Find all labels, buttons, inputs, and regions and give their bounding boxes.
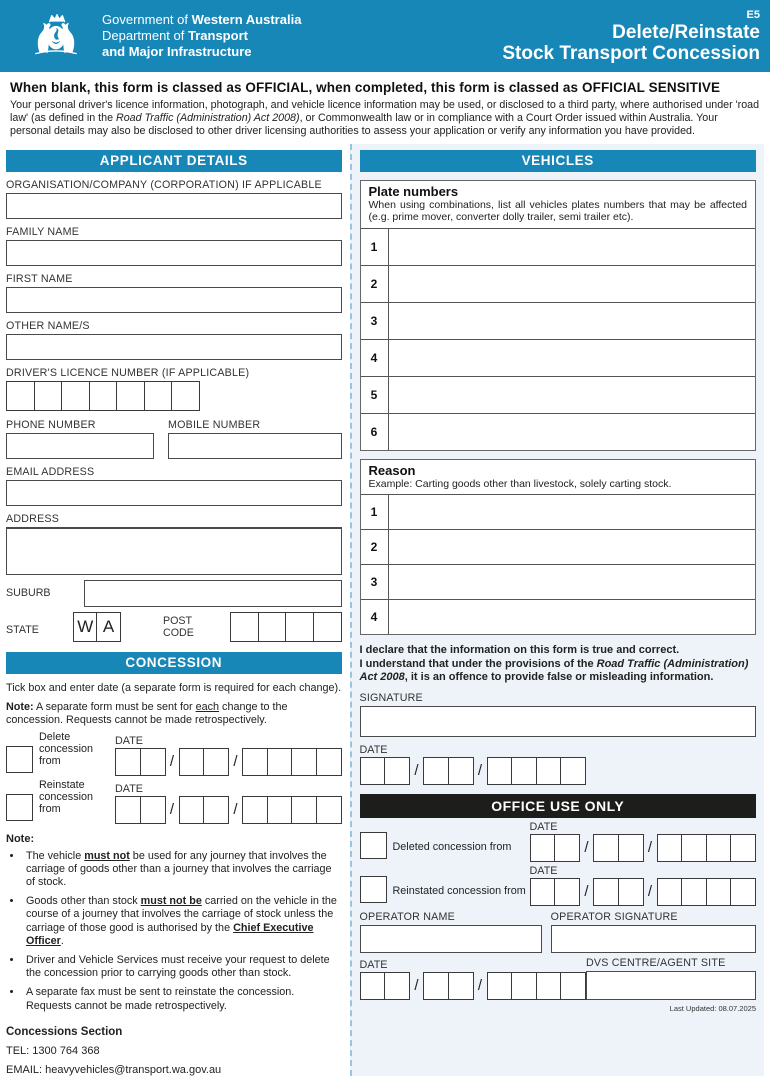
date-year-cell[interactable] (536, 972, 562, 1000)
date-day-cell[interactable] (554, 834, 580, 862)
delete-concession-row (6, 731, 342, 776)
suburb-input[interactable] (84, 580, 342, 607)
date-day-cell[interactable] (384, 757, 410, 785)
licence-cell[interactable] (89, 381, 118, 411)
date-year-cell[interactable] (511, 757, 537, 785)
postcode-cell[interactable] (285, 612, 314, 642)
reason-row-number: 4 (361, 600, 389, 634)
date-month-cell[interactable] (593, 878, 619, 906)
plate-row-number: 1 (361, 229, 389, 265)
note-bullet: • Driver and Vehicle Services must receive your request to delete the concession prior to carrying goods other than stock. (23, 954, 342, 980)
reinstate-concession-label: Reinstate concession from (39, 778, 94, 815)
declaration (360, 644, 757, 685)
suburb-label: SUBURB (6, 586, 51, 599)
date-year-cell[interactable] (267, 796, 293, 824)
plate-numbers-title: Plate numbers (368, 183, 459, 199)
date-year-cell[interactable] (730, 834, 756, 862)
postcode-cells (230, 612, 342, 642)
state-cell-a[interactable]: A (96, 612, 121, 642)
applicant-details-header: APPLICANT DETAILS (6, 150, 342, 172)
header-banner (0, 0, 770, 72)
operator-signature-label: OPERATOR SIGNATURE (550, 910, 678, 923)
plate-numbers-panel (360, 180, 757, 451)
licence-cell[interactable] (116, 381, 145, 411)
date-separator: / (414, 762, 419, 780)
office-deleted-row (360, 821, 757, 862)
office-deleted-date-cells (530, 834, 757, 862)
date-year-cell[interactable] (291, 796, 317, 824)
signature-label: SIGNATURE (359, 691, 423, 704)
reason-row (361, 564, 756, 599)
date-caption: DATE (115, 734, 143, 747)
notes-list (6, 850, 342, 1013)
office-use-only-header: OFFICE USE ONLY (360, 794, 757, 818)
dvs-centre-input[interactable] (586, 971, 756, 1000)
postcode-cell[interactable] (313, 612, 342, 642)
plate-row-number: 6 (361, 414, 389, 450)
plate-row (361, 376, 756, 413)
operator-name-label: OPERATOR NAME (359, 910, 455, 923)
declaration-line2: I understand that under the provisions of the Road Traffic (Administration) Act 2008, it is an offence to provide false or misleading information. (359, 657, 749, 684)
reason-row (361, 494, 756, 529)
plate-row (361, 265, 756, 302)
licence-cell[interactable] (6, 381, 35, 411)
office-reinstated-row (360, 865, 757, 906)
date-separator: / (414, 977, 419, 995)
last-updated: Last Updated: 08.07.2025 (669, 1003, 756, 1013)
date-year-cell[interactable] (316, 796, 342, 824)
date-year-cell[interactable] (487, 757, 513, 785)
date-separator: / (584, 839, 589, 857)
notes-heading: Note: (6, 832, 35, 845)
date-separator: / (169, 753, 175, 771)
form-title-line1: Delete/Reinstate (612, 21, 760, 43)
date-month-cell[interactable] (448, 972, 474, 1000)
concession-header: CONCESSION (6, 652, 342, 674)
family-name-input[interactable] (6, 240, 342, 266)
reason-input[interactable] (389, 495, 756, 529)
date-day-cell[interactable] (140, 796, 166, 824)
office-reinstated-label: Reinstated concession from (392, 884, 526, 897)
licence-cell[interactable] (34, 381, 63, 411)
operator-signature-input[interactable] (551, 925, 756, 953)
reason-row (361, 529, 756, 564)
operator-name-input[interactable] (360, 925, 542, 953)
date-year-cell[interactable] (706, 834, 732, 862)
wa-coat-of-arms-icon (24, 6, 88, 66)
contact-email: EMAIL: heavyvehicles@transport.wa.gov.au (6, 1063, 222, 1076)
plate-row (361, 413, 756, 450)
date-year-cell[interactable] (681, 834, 707, 862)
dvs-centre-label: DVS CENTRE/AGENT SITE (586, 956, 726, 969)
date-month-cell[interactable] (203, 796, 229, 824)
date-separator: / (647, 839, 653, 857)
address-label: ADDRESS (6, 512, 60, 525)
date-year-cell[interactable] (706, 878, 732, 906)
date-day-cell[interactable] (384, 972, 410, 1000)
office-deleted-label: Deleted concession from (392, 840, 512, 853)
reason-panel (360, 459, 757, 636)
email-label: EMAIL ADDRESS (6, 465, 95, 478)
date-month-cell[interactable] (179, 748, 205, 776)
vehicles-header: VEHICLES (360, 150, 757, 172)
note-bullet: • A separate fax must be sent to reinstate the concession. Requests cannot be made retrospectively. (23, 986, 342, 1012)
date-day-cell[interactable] (140, 748, 166, 776)
licence-number-cells (6, 381, 342, 411)
note-bullet: • The vehicle must not be used for any journey that involves the carriage of goods other than a journey that involves the carriage of stock. (23, 850, 342, 890)
left-column (6, 144, 350, 1076)
classification-section (0, 72, 770, 142)
plate-numbers-desc: When using combinations, list all vehicles plates numbers that may be affected (e.g. prime mover, converter dolly trailer, semi trailer etc). (368, 198, 747, 224)
state-label: STATE (6, 624, 39, 637)
date-month-cell[interactable] (423, 972, 449, 1000)
licence-cell[interactable] (171, 381, 200, 411)
signature-input[interactable] (360, 706, 757, 737)
postcode-label: POST CODE (162, 614, 194, 639)
delete-concession-label: Delete concession from (39, 730, 94, 767)
reinstate-concession-row (6, 779, 342, 824)
date-day-cell[interactable] (360, 972, 386, 1000)
date-month-cell[interactable] (448, 757, 474, 785)
form-code: E5 (746, 8, 760, 21)
date-year-cell[interactable] (487, 972, 513, 1000)
reason-table (361, 494, 756, 634)
date-separator: / (233, 801, 238, 819)
reason-row-number: 2 (361, 530, 389, 564)
postcode-cell[interactable] (230, 612, 259, 642)
plate-row (361, 339, 756, 376)
reason-input[interactable] (389, 565, 756, 599)
date-day-cell[interactable] (530, 834, 556, 862)
office-reinstated-checkbox[interactable] (360, 876, 387, 903)
plate-row-number: 3 (361, 303, 389, 339)
office-reinstated-date-cells (530, 878, 757, 906)
reinstate-concession-checkbox[interactable] (6, 794, 33, 821)
state-cell-w[interactable]: W (73, 612, 98, 642)
reinstate-date-cells (115, 796, 342, 824)
plate-row (361, 228, 756, 265)
date-separator: / (477, 977, 483, 995)
gov-line-1: Government of Western Australia (102, 12, 302, 27)
email-input[interactable] (6, 480, 342, 506)
date-day-cell[interactable] (360, 757, 386, 785)
date-year-cell[interactable] (560, 757, 586, 785)
plate-input[interactable] (389, 303, 756, 339)
mobile-input[interactable] (168, 433, 342, 459)
first-name-input[interactable] (6, 287, 342, 313)
date-year-cell[interactable] (291, 748, 317, 776)
date-year-cell[interactable] (511, 972, 537, 1000)
postcode-cell[interactable] (258, 612, 287, 642)
plate-input[interactable] (389, 229, 756, 265)
date-day-cell[interactable] (115, 748, 141, 776)
agency-name (102, 12, 301, 60)
licence-cell[interactable] (144, 381, 173, 411)
plate-row-number: 4 (361, 340, 389, 376)
reason-desc: Example: Carting goods other than livestock, solely carting stock. (368, 477, 672, 490)
date-separator: / (647, 883, 653, 901)
date-year-cell[interactable] (657, 834, 683, 862)
date-year-cell[interactable] (560, 972, 586, 1000)
classification-heading: When blank, this form is classed as OFFICIAL, when completed, this form is classed as OFFICIAL SENSITIVE (10, 80, 721, 95)
right-column (350, 144, 765, 1076)
declaration-line1: I declare that the information on this form is true and correct. (359, 644, 680, 657)
concession-note: Note: A separate form must be sent for each change to the concession. Requests cannot be made retrospectively. (6, 700, 288, 727)
date-caption: DATE (529, 820, 558, 833)
organisation-label: ORGANISATION/COMPANY (CORPORATION) IF APPLICABLE (6, 178, 322, 191)
delete-concession-checkbox[interactable] (6, 746, 33, 773)
office-deleted-checkbox[interactable] (360, 832, 387, 859)
date-month-cell[interactable] (618, 834, 644, 862)
family-name-label: FAMILY NAME (6, 225, 80, 238)
office-date-caption: DATE (359, 958, 388, 971)
date-year-cell[interactable] (681, 878, 707, 906)
mobile-label: MOBILE NUMBER (168, 418, 261, 431)
reason-row-number: 3 (361, 565, 389, 599)
date-month-cell[interactable] (179, 796, 205, 824)
date-separator: / (233, 753, 238, 771)
other-names-input[interactable] (6, 334, 342, 360)
licence-cell[interactable] (61, 381, 90, 411)
reason-input[interactable] (389, 530, 756, 564)
phone-label: PHONE NUMBER (6, 418, 96, 431)
reason-row-number: 1 (361, 495, 389, 529)
date-month-cell[interactable] (423, 757, 449, 785)
plate-row-number: 2 (361, 266, 389, 302)
plate-input[interactable] (389, 414, 756, 450)
first-name-label: FIRST NAME (6, 272, 73, 285)
date-year-cell[interactable] (316, 748, 342, 776)
delete-date-cells (115, 748, 342, 776)
plate-row-number: 5 (361, 377, 389, 413)
form-title-block (502, 9, 760, 64)
date-day-cell[interactable] (530, 878, 556, 906)
contact-heading: Concessions Section (6, 1025, 123, 1038)
date-year-cell[interactable] (730, 878, 756, 906)
other-names-label: OTHER NAME/S (6, 319, 90, 332)
date-month-cell[interactable] (593, 834, 619, 862)
organisation-input[interactable] (6, 193, 342, 219)
date-year-cell[interactable] (536, 757, 562, 785)
date-separator: / (477, 762, 483, 780)
contact-tel: TEL: 1300 764 368 (6, 1044, 100, 1057)
phone-input[interactable] (6, 433, 154, 459)
date-caption: DATE (529, 864, 558, 877)
plate-input[interactable] (389, 266, 756, 302)
concession-instruction: Tick box and enter date (a separate form is required for each change). (6, 681, 342, 694)
plate-input[interactable] (389, 340, 756, 376)
reason-title: Reason (368, 462, 416, 478)
gov-line-2: Department of Transport (102, 28, 248, 43)
privacy-statement: Your personal driver's licence information, photograph, and vehicle licence information may be used, or disclosed to a third party, where authorised under 'road law' (as defined in the Road Traffic (Administration) Act 2008), or Commonwealth law or in compliance with a Court Order issued within Australia. Your personal details may also be disclosed to other driver licensing authorities to assess your application or verify any information you have provided. (10, 99, 760, 138)
form-title-line2: Stock Transport Concession (502, 42, 760, 64)
signature-date-cells (360, 757, 757, 785)
date-day-cell[interactable] (554, 878, 580, 906)
date-separator: / (584, 883, 589, 901)
plate-numbers-table (361, 228, 756, 450)
note-bullet: • Goods other than stock must not be carried on the vehicle in the course of a journey that involves the carriage of stock unless the carriage of those good is authorised by the Chief Executive Officer. (23, 895, 342, 948)
date-year-cell[interactable] (242, 748, 268, 776)
date-caption: DATE (115, 782, 143, 795)
reason-input[interactable] (389, 600, 756, 634)
gov-line-3: and Major Infrastructure (102, 44, 252, 59)
date-month-cell[interactable] (618, 878, 644, 906)
date-year-cell[interactable] (242, 796, 268, 824)
plate-row (361, 302, 756, 339)
office-bottom-date-cells (360, 972, 587, 1000)
reason-row (361, 599, 756, 634)
date-year-cell[interactable] (267, 748, 293, 776)
date-separator: / (169, 801, 175, 819)
address-input[interactable] (6, 527, 342, 575)
date-month-cell[interactable] (203, 748, 229, 776)
signature-date-caption: DATE (359, 743, 388, 756)
date-year-cell[interactable] (657, 878, 683, 906)
date-day-cell[interactable] (115, 796, 141, 824)
plate-input[interactable] (389, 377, 756, 413)
licence-number-label: DRIVER'S LICENCE NUMBER (IF APPLICABLE) (6, 366, 250, 379)
